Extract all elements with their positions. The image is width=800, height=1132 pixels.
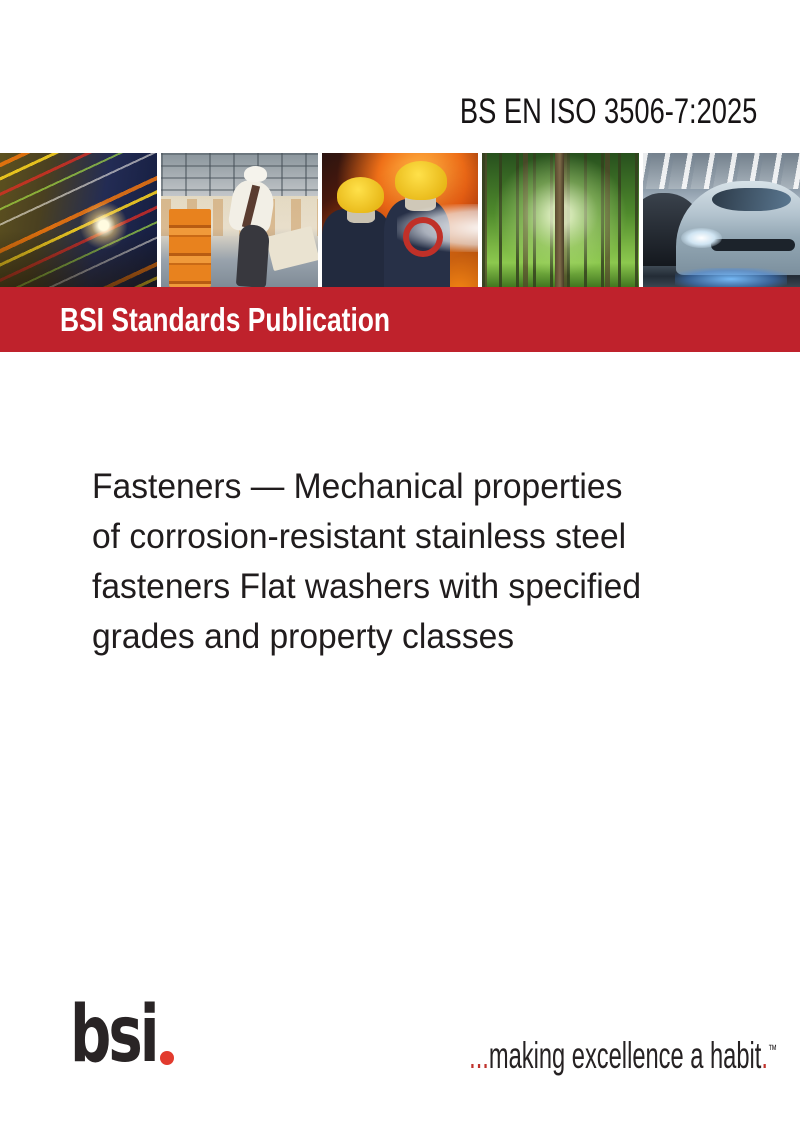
title-line-4: grades and property classes (92, 617, 515, 656)
warehouse-worker-photo (161, 153, 318, 287)
bsi-red-banner (0, 287, 800, 352)
firefighters-photo (322, 153, 479, 287)
standard-title (92, 462, 752, 662)
photo-detail (711, 239, 796, 251)
night-traffic-photo (0, 153, 157, 287)
banner-title: BSI Standards Publication (60, 300, 391, 338)
forest-photo (482, 153, 639, 287)
tagline-leading-dots: ... (469, 1035, 489, 1076)
car-assembly-photo (643, 153, 800, 287)
photo-detail (712, 188, 790, 211)
photo-detail (675, 268, 788, 287)
bsi-logo-red-dot (160, 1051, 174, 1065)
tagline-text: making excellence a habit (488, 1035, 762, 1076)
bsi-tagline (469, 1037, 777, 1074)
trademark-symbol: ™ (768, 1041, 777, 1058)
title-line-2: of corrosion-resistant stainless steel (92, 517, 627, 556)
title-line-3: fasteners Flat washers with specified (92, 567, 642, 606)
cover-photo-strip (0, 153, 800, 287)
photo-detail (236, 224, 270, 287)
photo-detail (555, 153, 564, 287)
title-line-1: Fasteners — Mechanical properties (92, 467, 623, 506)
photo-detail (395, 161, 447, 200)
photo-detail (337, 177, 384, 213)
bsi-logo: bsi (70, 990, 157, 1080)
photo-detail (244, 166, 268, 182)
photo-detail (681, 228, 722, 248)
standard-number: BS EN ISO 3506-7:2025 (459, 92, 757, 131)
photo-detail (169, 209, 211, 287)
tagline-period: . (761, 1035, 769, 1076)
